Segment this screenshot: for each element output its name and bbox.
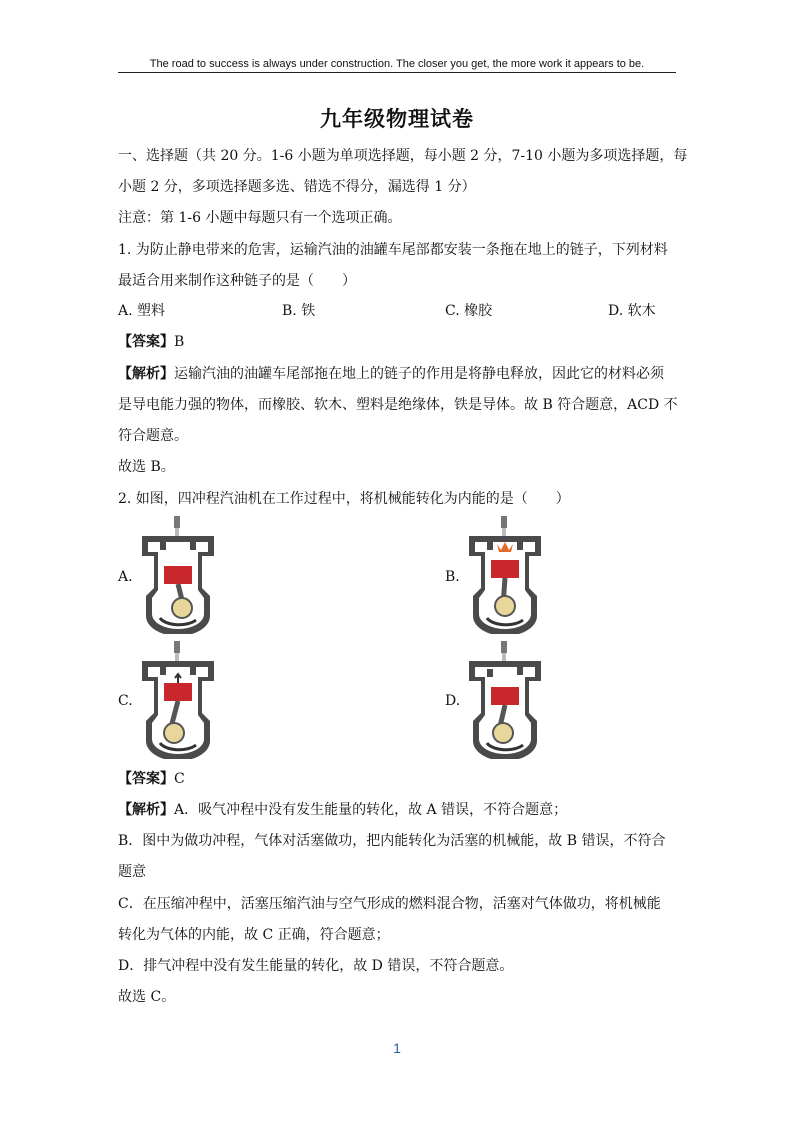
q1-analysis-line2: 是导电能力强的物体，而橡胶、软木、塑料是绝缘体，铁是导体。故 B 符合题意，ACD 不	[118, 397, 678, 413]
q2-analysis-line-a	[118, 801, 567, 819]
header-motto: The road to success is always under construction. The closer you get, the more work it appears to be.	[149, 58, 645, 70]
page-number: 1	[393, 1040, 401, 1056]
q2-analysis-tag: 【解析】	[118, 802, 174, 818]
engine-diagram-a	[138, 516, 218, 634]
q2-answer-line	[118, 770, 185, 788]
q2-analysis-c2: 转化为气体的内能，故 C 正确，符合题意；	[118, 927, 390, 943]
q2-option-d-label: D.	[445, 693, 461, 709]
q1-option-d: D. 软木	[608, 303, 656, 319]
q2-analysis-d: D．排气冲程中没有发生能量的转化，故 D 错误，不符合题意。	[118, 958, 514, 974]
q1-answer-line	[118, 333, 184, 351]
q1-analysis-tag: 【解析】	[118, 366, 174, 382]
page-title: 九年级物理试卷	[320, 106, 474, 131]
section-instructions-line1: 一、选择题（共 20 分。1-6 小题为单项选择题，每小题 2 分，7-10 小题为多项选择题，每	[118, 148, 688, 164]
q1-option-a: A. 塑料	[118, 303, 166, 319]
q1-stem-line2: 最适合用来制作这种链子的是（ ）	[118, 273, 356, 289]
q2-option-a-label: A.	[118, 569, 133, 585]
q2-analysis-c1: C．在压缩冲程中，活塞压缩汽油与空气形成的燃料混合物，活塞对气体做功，将机械能	[118, 896, 661, 912]
q1-stem-line1: 1. 为防止静电带来的危害，运输汽油的油罐车尾部都安装一条拖在地上的链子，下列材料	[118, 242, 668, 258]
q1-analysis-line3: 符合题意。	[118, 428, 188, 444]
q1-conclusion: 故选 B。	[118, 459, 175, 475]
engine-diagram-c	[138, 641, 218, 759]
q1-answer-tag: 【答案】	[118, 334, 174, 350]
q2-analysis-a: A．吸气冲程中没有发生能量的转化，故 A 错误，不符合题意；	[174, 802, 568, 818]
q1-analysis-line1	[118, 365, 664, 383]
q1-option-b: B. 铁	[282, 303, 316, 319]
q2-option-c-label: C.	[118, 693, 133, 709]
q2-analysis-b1: B．图中为做功冲程，气体对活塞做功，把内能转化为活塞的机械能，故 B 错误，不符合	[118, 833, 666, 849]
section-instructions-line2: 小题 2 分，多项选择题多选、错选不得分，漏选得 1 分）	[118, 179, 476, 195]
q1-analysis-text1: 运输汽油的油罐车尾部拖在地上的链子的作用是将静电释放，因此它的材料必须	[174, 366, 664, 382]
header-divider	[118, 72, 676, 73]
q2-stem: 2. 如图，四冲程汽油机在工作过程中，将机械能转化为内能的是（ ）	[118, 491, 570, 507]
engine-diagram-d	[465, 641, 545, 759]
q1-option-c: C. 橡胶	[445, 303, 493, 319]
engine-diagram-b	[465, 516, 545, 634]
q2-conclusion: 故选 C。	[118, 989, 176, 1005]
q2-analysis-b2: 题意	[118, 864, 146, 880]
q2-answer-tag: 【答案】	[118, 771, 174, 787]
section-note: 注意：第 1-6 小题中每题只有一个选项正确。	[118, 210, 402, 226]
q1-answer: B	[174, 334, 185, 350]
q2-option-b-label: B.	[445, 569, 460, 585]
q2-answer: C	[174, 771, 185, 787]
